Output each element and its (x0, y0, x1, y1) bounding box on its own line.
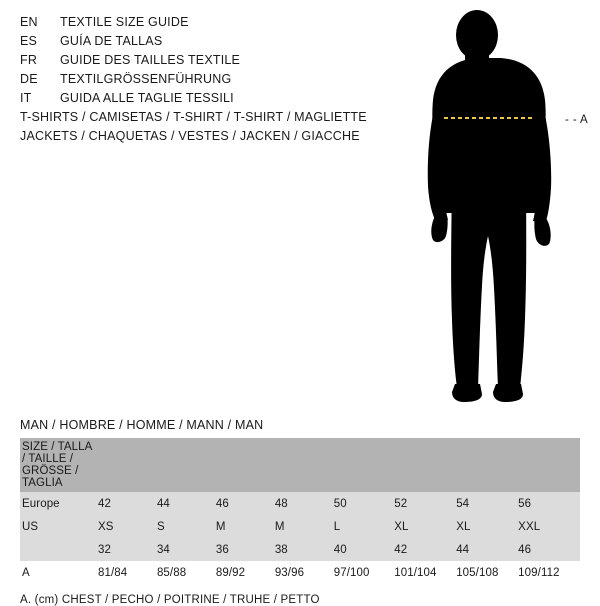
measure-marker-a (565, 114, 588, 126)
row-label-a: A (20, 561, 98, 584)
table-cell: L (334, 515, 394, 538)
table-cell: 46 (518, 538, 580, 561)
table-cell: 44 (157, 492, 216, 515)
table-cell: 32 (98, 538, 157, 561)
table-cell: XXL (518, 515, 580, 538)
table-cell: 44 (456, 538, 518, 561)
table-cell: 105/108 (456, 561, 518, 584)
size-table-section (20, 418, 580, 606)
table-cell: 89/92 (216, 561, 275, 584)
table-cell: 46 (216, 492, 275, 515)
table-cell: 48 (275, 492, 334, 515)
language-title: GUIDA ALLE TAGLIE TESSILI (60, 91, 234, 105)
language-title: TEXTILGRÖSSENFÜHRUNG (60, 72, 232, 86)
table-cell: 52 (394, 492, 456, 515)
table-header-label: SIZE / TALLA / TAILLE / GRÖSSE / TAGLIA (20, 438, 98, 492)
table-header-row (20, 438, 580, 492)
language-code: ES (20, 34, 38, 48)
size-table (20, 438, 580, 584)
table-row (20, 515, 580, 538)
silhouette-icon (400, 10, 600, 410)
row-label-blank (20, 538, 98, 561)
table-title: MAN / HOMBRE / HOMME / MANN / MAN (20, 418, 264, 432)
language-row (20, 34, 380, 53)
table-cell: 85/88 (157, 561, 216, 584)
male-silhouette-figure (400, 10, 600, 410)
table-cell: 93/96 (275, 561, 334, 584)
table-header-spacer (456, 438, 518, 492)
row-label-europe: Europe (20, 492, 98, 515)
table-footnote: A. (cm) CHEST / PECHO / POITRINE / TRUHE / PETTO (20, 594, 320, 606)
table-row (20, 561, 580, 584)
language-header-block (20, 15, 380, 110)
table-cell: XS (98, 515, 157, 538)
table-header-spacer (394, 438, 456, 492)
table-cell: M (216, 515, 275, 538)
table-header-spacer (518, 438, 580, 492)
table-cell: 109/112 (518, 561, 580, 584)
language-row (20, 91, 380, 110)
table-header-spacer (216, 438, 275, 492)
table-cell: 40 (334, 538, 394, 561)
table-header-spacer (275, 438, 334, 492)
table-cell: 34 (157, 538, 216, 561)
table-cell: 50 (334, 492, 394, 515)
table-cell: S (157, 515, 216, 538)
category-tshirts: T-SHIRTS / CAMISETAS / T-SHIRT / T-SHIRT / MAGLIETTE (20, 110, 367, 124)
language-row (20, 53, 380, 72)
marker-dash: - - (565, 114, 578, 126)
language-code: FR (20, 53, 38, 67)
table-cell: XL (456, 515, 518, 538)
table-row (20, 538, 580, 561)
category-jackets: JACKETS / CHAQUETAS / VESTES / JACKEN / GIACCHE (20, 129, 360, 143)
table-cell: M (275, 515, 334, 538)
marker-letter: A (580, 114, 589, 126)
language-code: DE (20, 72, 38, 86)
language-code: EN (20, 15, 38, 29)
row-label-us: US (20, 515, 98, 538)
table-cell: 81/84 (98, 561, 157, 584)
table-cell: 42 (394, 538, 456, 561)
table-cell: 56 (518, 492, 580, 515)
table-row (20, 492, 580, 515)
table-cell: 101/104 (394, 561, 456, 584)
language-title: GUIDE DES TAILLES TEXTILE (60, 53, 241, 67)
language-title: GUÍA DE TALLAS (60, 34, 163, 48)
table-header-spacer (157, 438, 216, 492)
table-cell: 42 (98, 492, 157, 515)
language-code: IT (20, 91, 32, 105)
language-row (20, 72, 380, 91)
table-cell: 36 (216, 538, 275, 561)
language-row (20, 15, 380, 34)
table-cell: 97/100 (334, 561, 394, 584)
table-cell: 54 (456, 492, 518, 515)
table-cell: 38 (275, 538, 334, 561)
language-title: TEXTILE SIZE GUIDE (60, 15, 189, 29)
category-block (20, 110, 440, 148)
table-header-spacer (98, 438, 157, 492)
table-cell: XL (394, 515, 456, 538)
table-header-spacer (334, 438, 394, 492)
